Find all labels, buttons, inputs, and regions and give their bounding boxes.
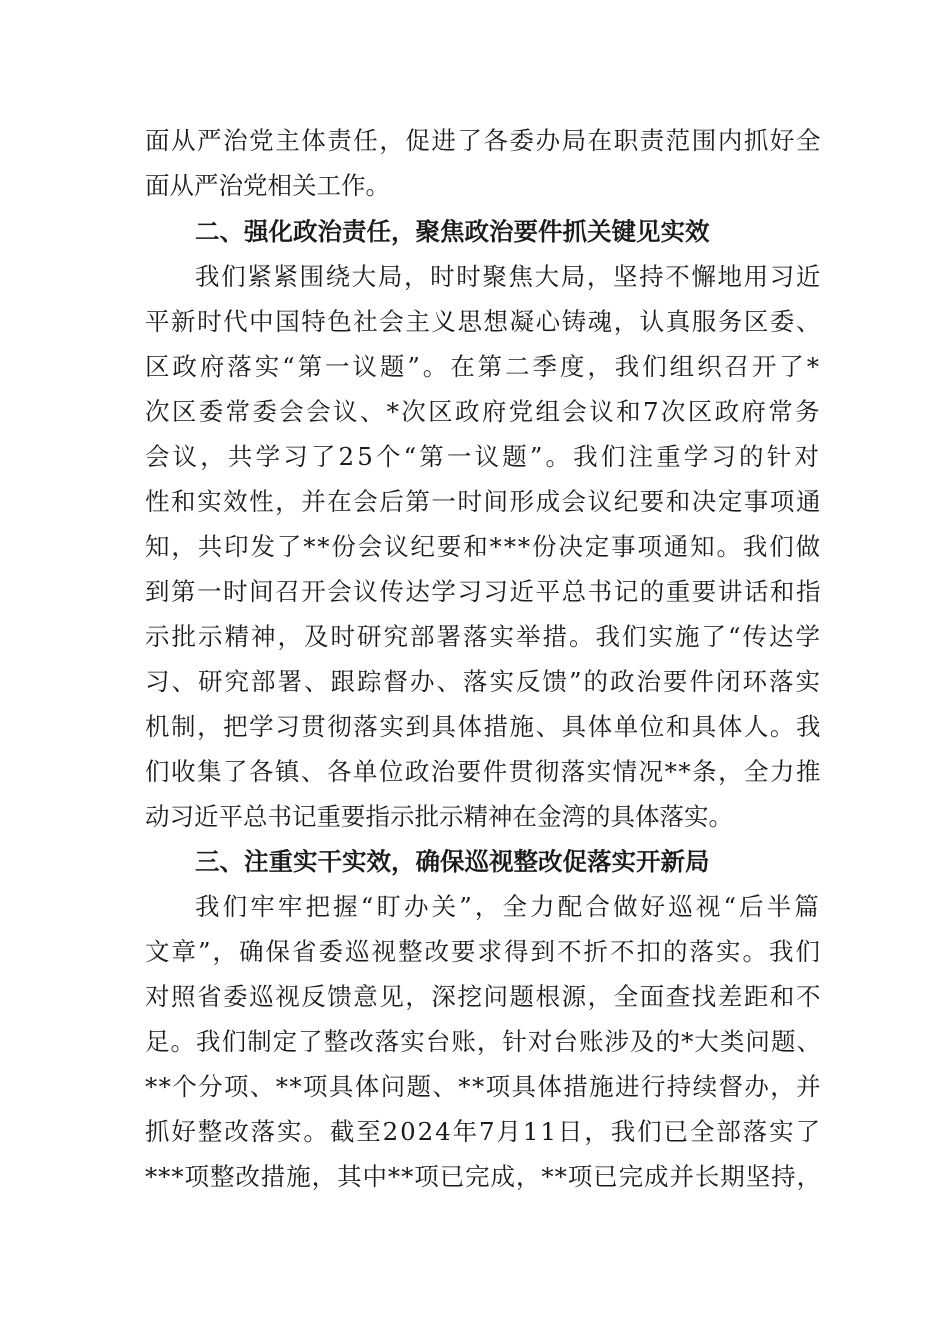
- body-text-line: [0, 1112, 950, 1152]
- body-text-line: [0, 302, 950, 342]
- line-text: 我们紧紧围绕大局，时时聚焦大局，坚持不懈地用习近: [195, 262, 822, 291]
- body-text-line: [0, 617, 950, 657]
- line-text: 习、研究部署、跟踪督办、落实反馈”的政治要件闭环落实: [145, 667, 822, 696]
- body-text-line: [0, 527, 950, 567]
- body-text-line: [0, 797, 950, 837]
- line-text: 抓好整改落实。截至2024年7月11日，我们已全部落实了: [145, 1117, 822, 1146]
- body-text-line: [0, 572, 950, 612]
- body-text-line: [0, 932, 950, 972]
- section-heading: [0, 212, 950, 252]
- section-heading: [0, 842, 950, 882]
- line-text: 区政府落实“第一议题”。在第二季度，我们组织召开了*: [145, 352, 822, 381]
- line-text: 足。我们制定了整改落实台账，针对台账涉及的*大类问题、: [145, 1027, 822, 1056]
- heading-text: 三、注重实干实效，确保巡视整改促落实开新局: [195, 847, 710, 876]
- body-text-line: [0, 752, 950, 792]
- line-text: 知，共印发了**份会议纪要和***份决定事项通知。我们做: [145, 532, 822, 561]
- body-text-line: [0, 977, 950, 1017]
- body-text-line: [0, 121, 950, 161]
- body-text-line: [0, 1022, 950, 1062]
- line-text: 平新时代中国特色社会主义思想凝心铸魂，认真服务区委、: [145, 307, 822, 336]
- body-text-line: [0, 392, 950, 432]
- body-text-line: [0, 482, 950, 522]
- line-text: 对照省委巡视反馈意见，深挖问题根源，全面查找差距和不: [145, 982, 822, 1011]
- line-text: 我们牢牢把握“盯办关”，全力配合做好巡视“后半篇: [195, 892, 822, 921]
- line-text: 面从严治党相关工作。: [145, 171, 390, 200]
- line-text: 性和实效性，并在会后第一时间形成会议纪要和决定事项通: [145, 487, 822, 516]
- body-text-line: [0, 1067, 950, 1107]
- heading-text: 二、强化政治责任，聚焦政治要件抓关键见实效: [195, 217, 710, 246]
- body-text-line: [0, 437, 950, 477]
- line-text: 们收集了各镇、各单位政治要件贯彻落实情况**条，全力推: [145, 757, 822, 786]
- body-text-line: [0, 347, 950, 387]
- body-text-line: [0, 1157, 950, 1197]
- line-text: 次区委常委会会议、*次区政府党组会议和7次区政府常务: [145, 397, 822, 426]
- line-text: 文章”，确保省委巡视整改要求得到不折不扣的落实。我们: [145, 937, 822, 966]
- line-text: 示批示精神，及时研究部署落实举措。我们实施了“传达学: [145, 622, 822, 651]
- line-text: 动习近平总书记重要指示批示精神在金湾的具体落实。: [145, 802, 733, 831]
- line-text: 面从严治党主体责任，促进了各委办局在职责范围内抓好全: [145, 126, 822, 155]
- body-text-line: [0, 887, 950, 927]
- line-text: ***项整改措施，其中**项已完成，**项已完成并长期坚持，: [145, 1162, 822, 1191]
- line-text: **个分项、**项具体问题、**项具体措施进行持续督办，并: [145, 1072, 822, 1101]
- body-text-line: [0, 257, 950, 297]
- line-text: 到第一时间召开会议传达学习习近平总书记的重要讲话和指: [145, 577, 822, 606]
- body-text-line: [0, 707, 950, 747]
- line-text: 机制，把学习贯彻落实到具体措施、具体单位和具体人。我: [145, 712, 822, 741]
- body-text-line: [0, 166, 950, 206]
- body-text-line: [0, 662, 950, 702]
- line-text: 会议，共学习了25个“第一议题”。我们注重学习的针对: [145, 442, 822, 471]
